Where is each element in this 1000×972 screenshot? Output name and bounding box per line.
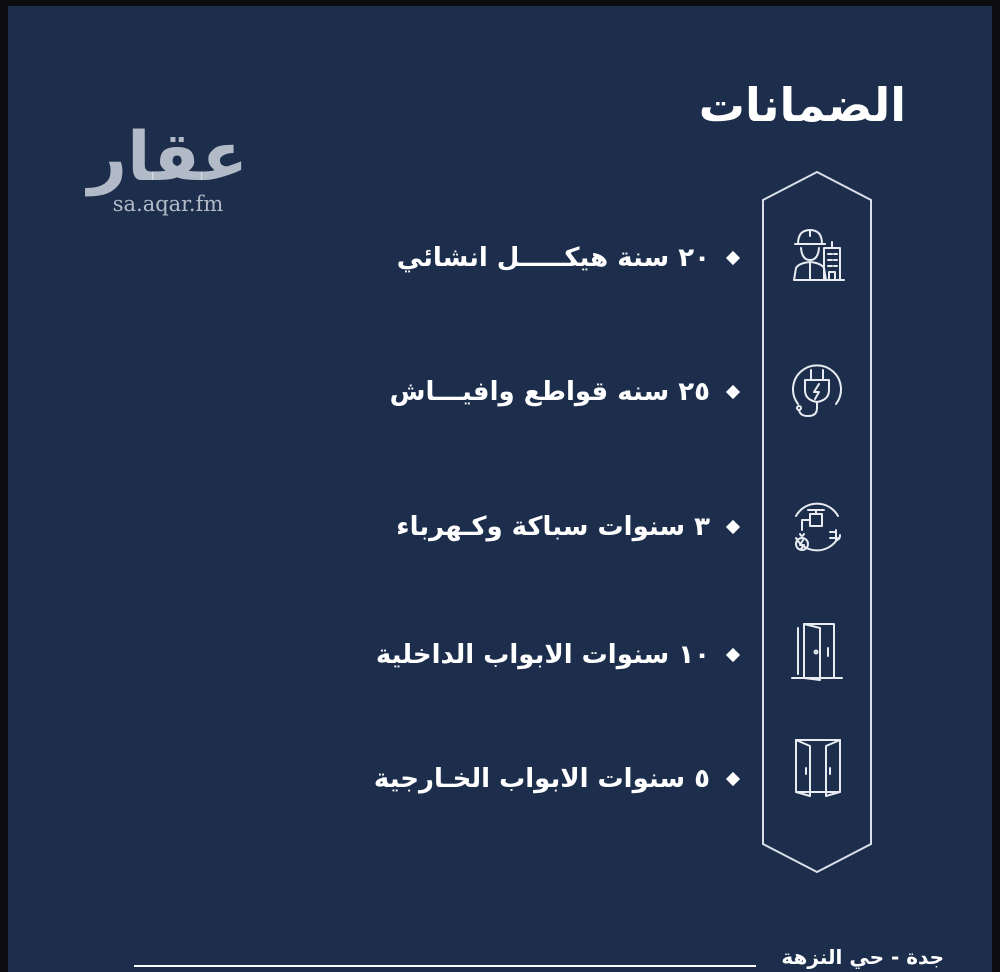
watermark-url: sa.aqar.fm (112, 192, 224, 216)
guarantee-item-plumbing (396, 507, 738, 547)
footer-location: جدة - حي النزهة (781, 945, 944, 969)
diamond-bullet-icon (726, 520, 740, 534)
engineer-building-icon (784, 222, 850, 288)
footer-divider (134, 965, 756, 967)
aqar-watermark (88, 118, 248, 216)
exterior-door-icon (784, 734, 850, 800)
diamond-bullet-icon (726, 648, 740, 662)
guarantee-item-breakers (390, 372, 738, 412)
guarantee-text: ٢٥ سنه قواطع وافيـــاش (389, 377, 710, 407)
electric-plug-icon (784, 358, 850, 424)
plumbing-electric-icon (784, 494, 850, 560)
guarantee-text: ٥ سنوات الابواب الخـارجية (373, 764, 710, 794)
guarantee-text: ٢٠ سنة هيكـــــل انشائي (396, 243, 710, 273)
interior-door-icon (784, 618, 850, 684)
guarantee-text: ١٠ سنوات الابواب الداخلية (375, 640, 710, 670)
guarantee-item-interior-doors (376, 635, 738, 675)
guarantee-text: ٣ سنوات سباكة وكـهرباء (396, 512, 710, 542)
diamond-bullet-icon (726, 251, 740, 265)
guarantee-item-exterior-doors (374, 759, 738, 799)
watermark-logo-text: عقار (87, 118, 248, 197)
diamond-bullet-icon (726, 385, 740, 399)
diamond-bullet-icon (726, 772, 740, 786)
guarantee-item-structure (397, 238, 738, 278)
page-title: الضمانات (698, 78, 906, 132)
